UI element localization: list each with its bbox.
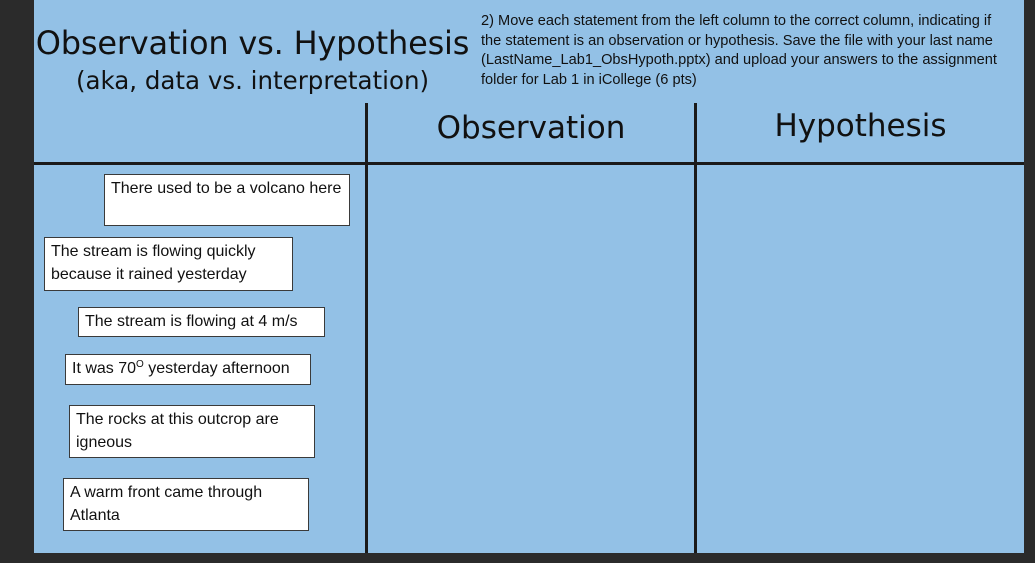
column-header-hypothesis: Hypothesis (774, 108, 947, 144)
column-header-observation: Observation (436, 110, 626, 146)
slide-subtitle: (aka, data vs. interpretation) (75, 66, 430, 95)
statement-card-warm-front[interactable] (63, 478, 309, 531)
statement-text: The stream is flowing at 4 m/s (85, 313, 298, 330)
degree-superscript: O (136, 359, 144, 370)
statement-text: The rocks at this outcrop are igneous (76, 411, 279, 451)
instructions-text: 2) Move each statement from the left column to the correct column, indicating if the statement is an observation or hypothesis. Save the file with your last name (LastName_Lab1_ObsHypoth.pptx) and upload your answers to the assignment folder for Lab 1 in iCollege (6 pts) (481, 13, 997, 88)
slide-title: Observation vs. Hypothesis (35, 24, 470, 62)
statement-text: The stream is flowing quickly because it rained yesterday (51, 243, 256, 283)
statement-text: There used to be a volcano here (111, 180, 342, 197)
header-divider (34, 162, 1024, 165)
column-divider-left (365, 103, 368, 553)
statement-card-stream-speed[interactable] (78, 307, 325, 337)
statement-card-temperature[interactable] (65, 354, 311, 385)
statement-card-stream-rained[interactable] (44, 237, 293, 291)
column-divider-right (694, 103, 697, 553)
statement-card-igneous[interactable] (69, 405, 315, 458)
statement-text-part: yesterday afternoon (143, 360, 290, 377)
slide-canvas (34, 0, 1024, 553)
statement-text: A warm front came through Atlanta (70, 484, 263, 524)
statement-card-volcano[interactable] (104, 174, 350, 226)
statement-text-part: It was 70 (72, 360, 137, 377)
